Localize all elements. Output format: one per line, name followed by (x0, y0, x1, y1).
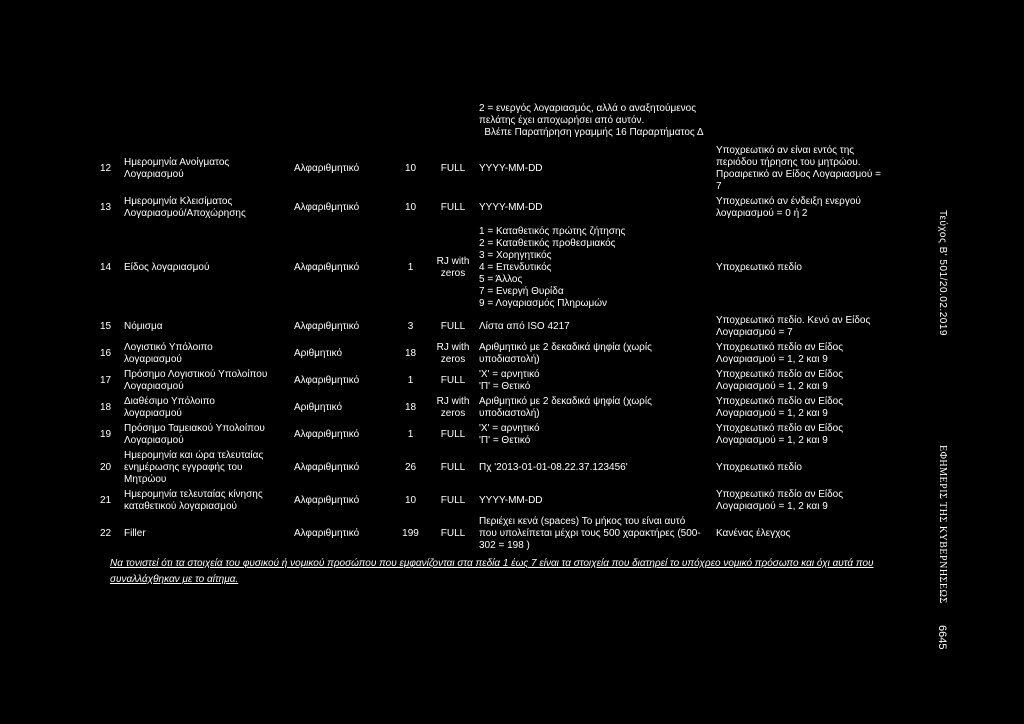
field-name: Είδος λογαριασμού (121, 222, 291, 314)
field-format: FULL (431, 449, 476, 488)
field-name: Πρόσημο Λογιστικού Υπολοίπου Λογαριασμού (121, 368, 291, 395)
field-length: 1 (391, 222, 431, 314)
field-number: 13 (91, 195, 121, 222)
table-row (91, 368, 923, 395)
field-values: Πχ '2013-01-01-08.22.37.123456' (476, 449, 713, 488)
table-row (91, 395, 923, 422)
field-format: FULL (431, 195, 476, 222)
field-length: 199 (391, 515, 431, 554)
field-number: 18 (91, 395, 121, 422)
field-remarks: Υποχρεωτικό πεδίο αν Είδος Λογαριασμού = 1, 2 και 9 (713, 368, 923, 395)
field-type: Αλφαριθμητικό (291, 314, 391, 341)
table-row (91, 449, 923, 488)
field-name: Νόμισμα (121, 314, 291, 341)
field-format: FULL (431, 144, 476, 195)
table-row (91, 314, 923, 341)
table-row (91, 341, 923, 368)
field-format: RJ with zeros (431, 341, 476, 368)
table-row (91, 422, 923, 449)
field-length: 10 (391, 144, 431, 195)
field-values: Αριθμητικό με 2 δεκαδικά ψηφία (χωρίς υποδιαστολή) (476, 341, 713, 368)
field-length: 26 (391, 449, 431, 488)
field-format: FULL (431, 368, 476, 395)
field-name: Ημερομηνία τελευταίας κίνησης καταθετικού λογαριασμού (121, 488, 291, 515)
field-values: Αριθμητικό με 2 δεκαδικά ψηφία (χωρίς υποδιαστολή) (476, 395, 713, 422)
field-name: Ημερομηνία και ώρα τελευταίας ενημέρωσης εγγραφής του Μητρώου (121, 449, 291, 488)
field-name: Πρόσημο Ταμειακού Υπολοίπου Λογαριασμού (121, 422, 291, 449)
field-type: Αριθμητικό (291, 341, 391, 368)
field-number: 21 (91, 488, 121, 515)
field-values: Περιέχει κενά (spaces) Το μήκος του είναι αυτό που υπολείπεται μέχρι τους 500 χαρακτήρες (500- 302 = 198 ) (476, 515, 713, 554)
field-remarks: Υποχρεωτικό πεδίο αν Είδος Λογαριασμού = 1, 2 και 9 (713, 395, 923, 422)
field-format: FULL (431, 314, 476, 341)
field-number: 17 (91, 368, 121, 395)
field-format: FULL (431, 515, 476, 554)
field-values: YYYY-MM-DD (476, 195, 713, 222)
field-type: Αλφαριθμητικό (291, 195, 391, 222)
field-remarks: Υποχρεωτικό αν είναι εντός της περιόδου τήρησης του μητρώου. Προαιρετικό αν Είδος Λογαριασμού = 7 (713, 144, 923, 195)
field-type: Αλφαριθμητικό (291, 368, 391, 395)
footnote: Να τονιστεί ότι τα στοιχεία του φυσικού ή νομικού προσώπου που εμφανίζονται στα πεδία 1 έως 7 είναι τα στοιχεία που διατηρεί το υπόχρεο νομικό πρόσωπο και όχι αυτά που συναλλάχθηκαν με το αίτημα. (110, 558, 874, 585)
field-spec-table (90, 97, 923, 554)
field-values: 'X' = αρνητικό 'Π' = Θετικό (476, 422, 713, 449)
field-number: 15 (91, 314, 121, 341)
field-remarks: Υποχρεωτικό πεδίο αν Είδος Λογαριασμού = 1, 2 και 9 (713, 422, 923, 449)
table-row (91, 144, 923, 195)
table-row (91, 222, 923, 314)
field-values: YYYY-MM-DD (476, 488, 713, 515)
field-length: 3 (391, 314, 431, 341)
table-row (91, 515, 923, 554)
field-number: 19 (91, 422, 121, 449)
field-type: Αλφαριθμητικό (291, 515, 391, 554)
gazette-title: ΕΦΗΜΕΡΙΣ ΤΗΣ ΚΥΒΕΡΝΗΣΕΩΣ (937, 445, 948, 604)
field-type: Αλφαριθμητικό (291, 449, 391, 488)
table-row (91, 195, 923, 222)
field-name: Ημερομηνία Κλεισίματος Λογαριασμού/Αποχώρησης (121, 195, 291, 222)
field-remarks: Υποχρεωτικό πεδίο (713, 222, 923, 314)
field-remarks: Κανένας έλεγχος (713, 515, 923, 554)
field-remarks: Υποχρεωτικό αν ένδειξη ενεργού λογαριασμού = 0 ή 2 (713, 195, 923, 222)
field-values: YYYY-MM-DD (476, 144, 713, 195)
field-name: Filler (121, 515, 291, 554)
field-number: 20 (91, 449, 121, 488)
field-number: 16 (91, 341, 121, 368)
continuation-values: 2 = ενεργός λογαριασμός, αλλά ο αναξητούμενος πελάτης έχει αποχωρήσει από αυτόν. Βλέπε Παρατήρηση γραμμής 16 Παραρτήματος Δ (476, 98, 713, 144)
table-row (91, 488, 923, 515)
field-type: Αλφαριθμητικό (291, 144, 391, 195)
field-remarks: Υποχρεωτικό πεδίο αν Είδος Λογαριασμού = 1, 2 και 9 (713, 488, 923, 515)
table-row-continuation (91, 98, 923, 144)
field-length: 1 (391, 422, 431, 449)
issue-header: Τεύχος Β' 501/20.02.2019 (937, 210, 948, 336)
field-length: 18 (391, 395, 431, 422)
field-type: Αλφαριθμητικό (291, 222, 391, 314)
field-length: 10 (391, 195, 431, 222)
field-format: RJ with zeros (431, 222, 476, 314)
field-values: 1 = Καταθετικός πρώτης ζήτησης 2 = Καταθετικός προθεσμιακός 3 = Χορηγητικός 4 = Επενδυτικός 5 = Άλλος 7 = Ενεργή Θυρίδα 9 = Λογαριασμός Πληρωμών (476, 222, 713, 314)
field-values: Λίστα από ISO 4217 (476, 314, 713, 341)
field-format: RJ with zeros (431, 395, 476, 422)
field-name: Ημερομηνία Ανοίγματος Λογαριασμού (121, 144, 291, 195)
field-remarks: Υποχρεωτικό πεδίο αν Είδος Λογαριασμού = 1, 2 και 9 (713, 341, 923, 368)
field-values: 'X' = αρνητικό 'Π' = Θετικό (476, 368, 713, 395)
field-type: Αλφαριθμητικό (291, 488, 391, 515)
field-number: 22 (91, 515, 121, 554)
field-format: FULL (431, 422, 476, 449)
field-name: Διαθέσιμο Υπόλοιπο λογαριασμού (121, 395, 291, 422)
field-type: Αλφαριθμητικό (291, 422, 391, 449)
field-length: 18 (391, 341, 431, 368)
field-length: 10 (391, 488, 431, 515)
field-remarks: Υποχρεωτικό πεδίο. Κενό αν Είδος Λογαριασμού = 7 (713, 314, 923, 341)
field-remarks: Υποχρεωτικό πεδίο (713, 449, 923, 488)
field-name: Λογιστικό Υπόλοιπο λογαριασμού (121, 341, 291, 368)
field-length: 1 (391, 368, 431, 395)
field-number: 12 (91, 144, 121, 195)
field-type: Αριθμητικό (291, 395, 391, 422)
page-number: 6645 (936, 625, 948, 650)
field-number: 14 (91, 222, 121, 314)
field-format: FULL (431, 488, 476, 515)
